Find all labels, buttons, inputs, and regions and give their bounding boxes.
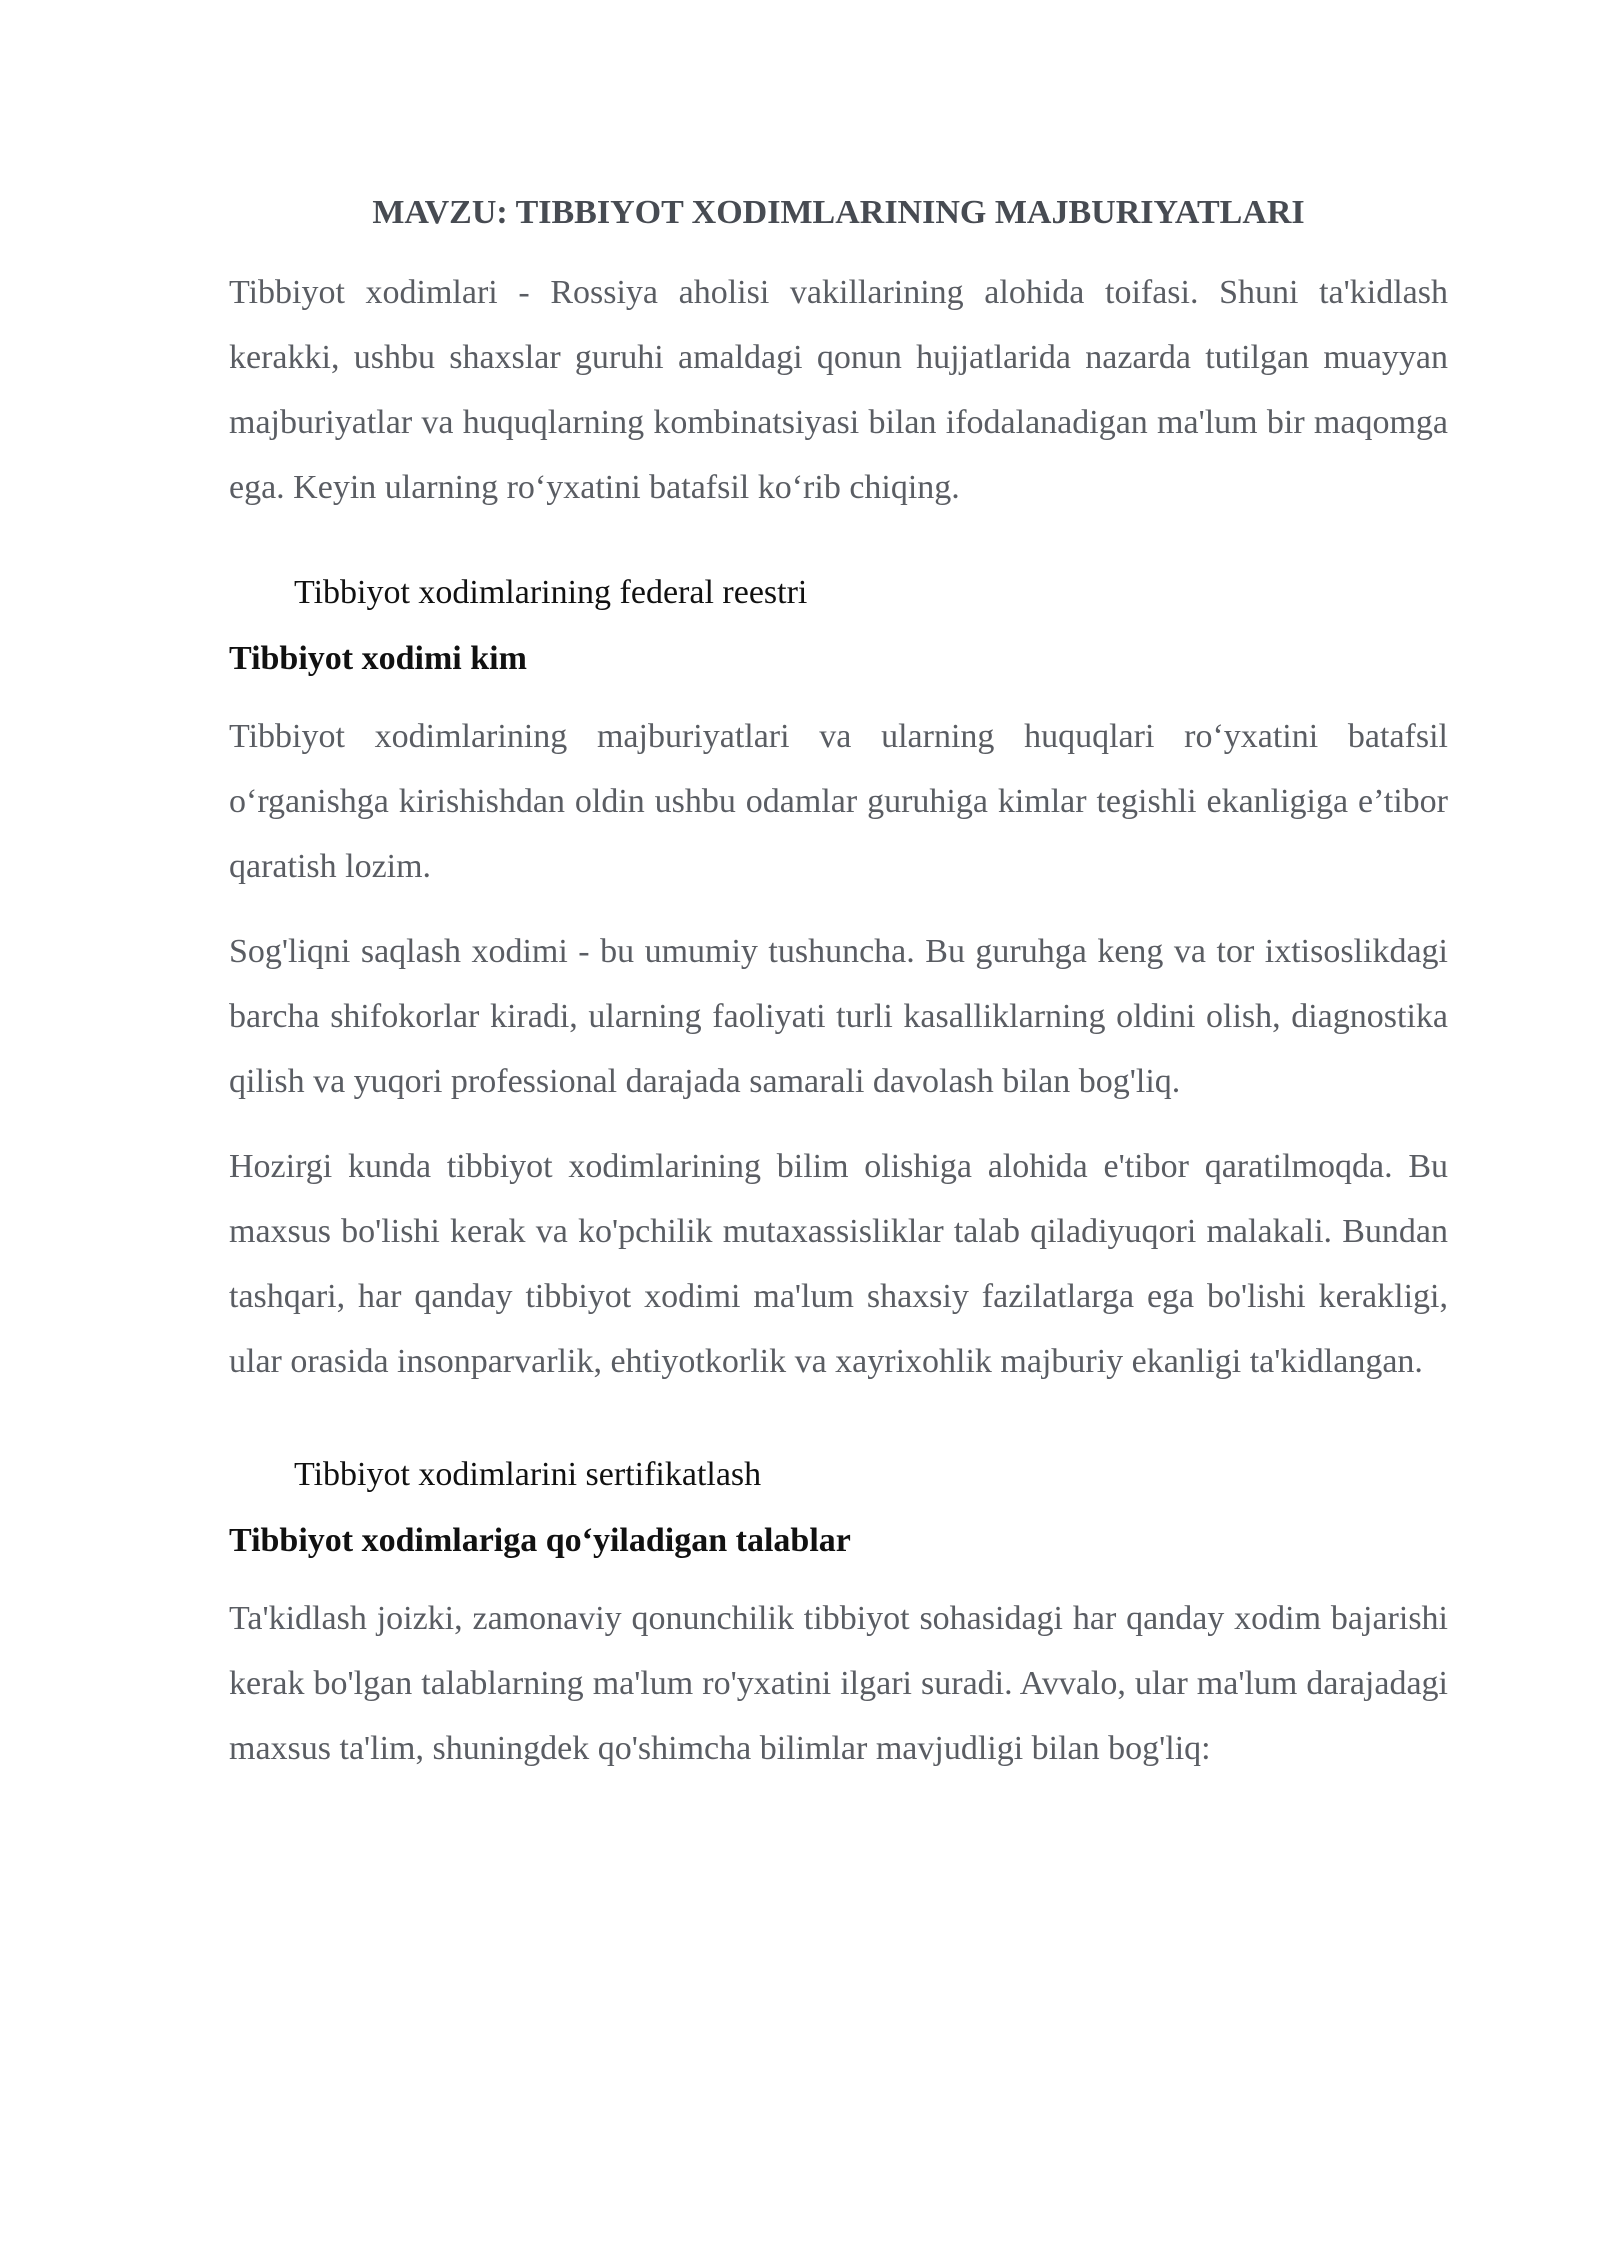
section1-heading: Tibbiyot xodimi kim bbox=[229, 640, 527, 677]
intro-paragraph: Tibbiyot xodimlari - Rossiya aholisi vakillarining alohida toifasi. Shuni ta'kidlash kerakki, ushbu shaxslar guruhi amaldagi qonun hujjatlarida nazarda tutilgan muayyan majburiyatlar va huquqlarning kombinatsiyasi bilan ifodalanadigan ma'lum bir maqomga ega. Keyin ularning ro‘yxatini batafsil ko‘rib chiqing. bbox=[229, 274, 1448, 506]
document-body bbox=[229, 188, 1448, 1781]
section2-heading: Tibbiyot xodimlariga qo‘yiladigan talablar bbox=[229, 1522, 851, 1559]
section1-paragraph-2: Sog'liqni saqlash xodimi - bu umumiy tushuncha. Bu guruhga keng va tor ixtisoslikdagi barcha shifokorlar kiradi, ularning faoliyati turli kasalliklarning oldini olish, diagnostika qilish va yuqori professional darajada samarali davolash bilan bog'liq. bbox=[229, 933, 1448, 1100]
section2-subtitle: Tibbiyot xodimlarini sertifikatlash bbox=[294, 1456, 762, 1493]
section1-paragraph-1: Tibbiyot xodimlarining majburiyatlari va ularning huquqlari ro‘yxatini batafsil o‘rganishga kirishishdan oldin ushbu odamlar guruhiga kimlar tegishli ekanligiga e’tibor qaratish lozim. bbox=[229, 718, 1448, 885]
document-title: MAVZU: TIBBIYOT XODIMLARINING MAJBURIYATLARI bbox=[372, 194, 1305, 231]
section1-subtitle: Tibbiyot xodimlarining federal reestri bbox=[294, 574, 808, 611]
section2-paragraph-1: Ta'kidlash joizki, zamonaviy qonunchilik tibbiyot sohasidagi har qanday xodim bajarishi kerak bo'lgan talablarning ma'lum ro'yxatini ilgari suradi. Avvalo, ular ma'lum darajadagi maxsus ta'lim, shuningdek qo'shimcha bilimlar mavjudligi bilan bog'liq: bbox=[229, 1600, 1448, 1767]
section1-paragraph-3: Hozirgi kunda tibbiyot xodimlarining bilim olishiga alohida e'tibor qaratilmoqda. Bu maxsus bo'lishi kerak va ko'pchilik mutaxassisliklar talab qiladiyuqori malakali. Bundan tashqari, har qanday tibbiyot xodimi ma'lum shaxsiy fazilatlarga ega bo'lishi kerakligi, ular orasida insonparvarlik, ehtiyotkorlik va xayrixohlik majburiy ekanligi ta'kidlangan. bbox=[229, 1148, 1448, 1380]
